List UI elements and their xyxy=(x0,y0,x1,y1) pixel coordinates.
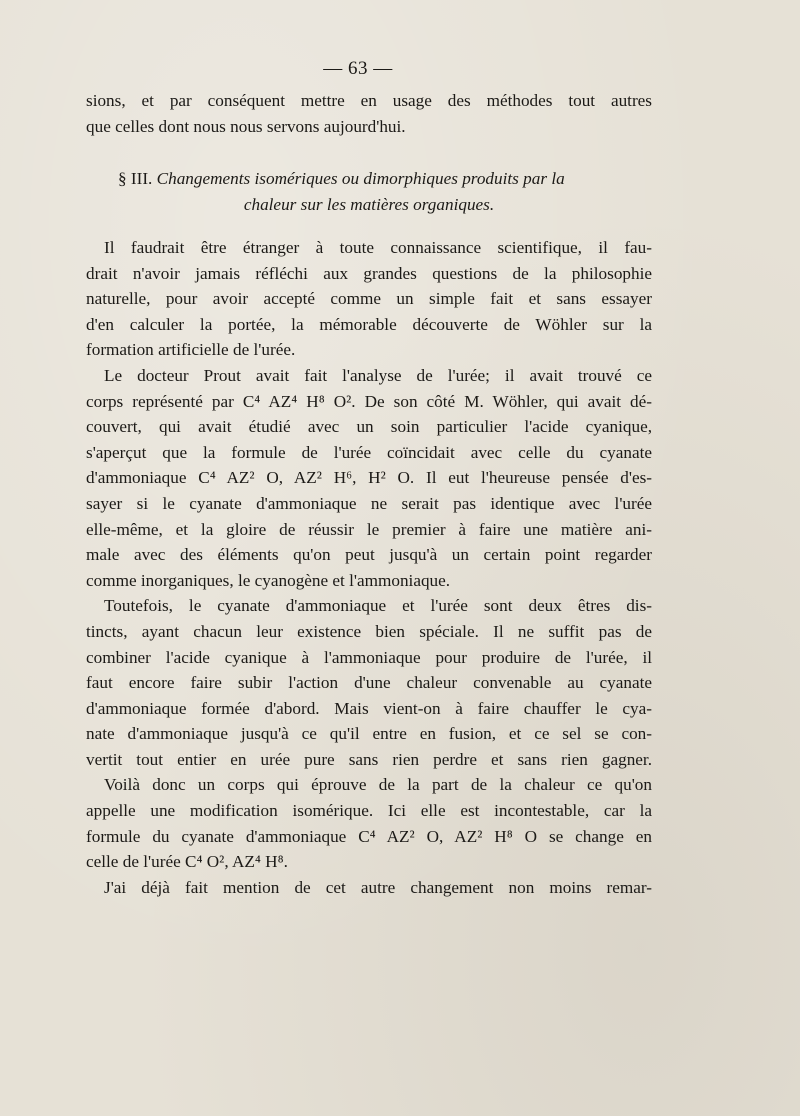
section-heading xyxy=(86,166,652,218)
text-line: J'ai déjà fait mention de cet autre changement non moins remar- xyxy=(104,877,652,897)
text-line: s'aperçut que la formule de l'urée coïncidait avec celle du cyanate xyxy=(86,442,652,462)
text-line: combiner l'acide cyanique à l'ammoniaque pour produire de l'urée, il xyxy=(86,647,652,667)
text-line: couvert, qui avait étudié avec un soin particulier l'acide cyanique, xyxy=(86,417,652,437)
text-line: sayer si le cyanate d'ammoniaque ne serait pas identique avec l'urée xyxy=(86,493,652,513)
text-line: Toutefois, le cyanate d'ammoniaque et l'urée sont deux êtres dis- xyxy=(104,596,652,616)
text-line: que celles dont nous nous servons aujourd'hui. xyxy=(86,116,406,136)
text-line: formation artificielle de l'urée. xyxy=(86,340,296,360)
section-title-line: chaleur sur les matières organiques. xyxy=(243,195,495,214)
text-line: d'ammoniaque C⁴ AZ² O, AZ² H⁶, H² O. Il eut l'heureuse pensée d'es- xyxy=(86,468,652,488)
text-line: celle de l'urée C⁴ O², AZ⁴ H⁸. xyxy=(86,852,288,872)
text-line: nate d'ammoniaque jusqu'à ce qu'il entre en fusion, et ce sel se con- xyxy=(86,724,652,744)
text-line: Le docteur Prout avait fait l'analyse de l'urée; il avait trouvé ce xyxy=(104,365,652,385)
intro-paragraph xyxy=(86,88,652,139)
page-number: — 63 — xyxy=(323,58,393,79)
text-line: d'ammoniaque formée d'abord. Mais vient-on à faire chauffer le cya- xyxy=(86,698,652,718)
body-text xyxy=(86,235,652,900)
text-line: Voilà donc un corps qui éprouve de la part de la chaleur ce qu'on xyxy=(104,775,652,795)
text-line: naturelle, pour avoir accepté comme un simple fait et sans essayer xyxy=(86,289,652,309)
text-line: elle-même, et la gloire de réussir le premier à faire une matière ani- xyxy=(86,519,652,539)
text-line: faut encore faire subir l'action d'une chaleur convenable au cyanate xyxy=(86,673,652,693)
text-line: drait n'avoir jamais réfléchi aux grandes questions de la philosophie xyxy=(86,263,652,283)
text-line: d'en calculer la portée, la mémorable découverte de Wöhler sur la xyxy=(86,314,652,334)
text-line: tincts, ayant chacun leur existence bien spéciale. Il ne suffit pas de xyxy=(86,621,652,641)
section-number: § III. xyxy=(118,169,153,188)
text-line: comme inorganiques, le cyanogène et l'ammoniaque. xyxy=(86,570,451,590)
text-line: appelle une modification isomérique. Ici elle est incontestable, car la xyxy=(86,801,652,821)
text-line: Il faudrait être étranger à toute connaissance scientifique, il fau- xyxy=(104,238,652,257)
text-line: vertit tout entier en urée pure sans rien perdre et sans rien gagner. xyxy=(86,749,652,769)
text-line: male avec des éléments qu'on peut jusqu'à un certain point regarder xyxy=(86,545,652,565)
text-line: corps représenté par C⁴ AZ⁴ H⁸ O². De son côté M. Wöhler, qui avait dé- xyxy=(86,391,652,411)
text-line: sions, et par conséquent mettre en usage des méthodes tout autres xyxy=(86,91,652,110)
text-line: formule du cyanate d'ammoniaque C⁴ AZ² O, AZ² H⁸ O se change en xyxy=(86,826,652,846)
section-title-line: Changements isomériques ou dimorphiques produits par la xyxy=(156,169,565,188)
